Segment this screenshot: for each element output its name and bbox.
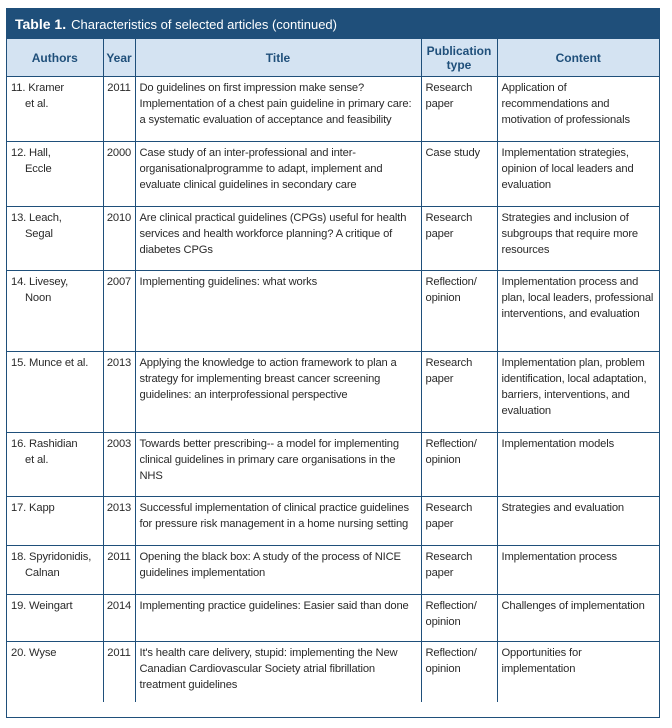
- articles-table: [7, 39, 659, 702]
- author-line-1: 18. Spyridonidis,: [11, 551, 92, 563]
- cell-content: Implementation process and plan, local leaders, professional interventions, and evaluation: [497, 271, 659, 352]
- cell-title: Case study of an inter-professional and inter-organisationalprogramme to adapt, implement and evaluate clinical guidelines in secondary care: [135, 142, 421, 207]
- cell-year: 2014: [103, 595, 135, 642]
- cell-content: Strategies and inclusion of subgroups that require more resources: [497, 207, 659, 271]
- cell-publication-type: Case study: [421, 142, 497, 207]
- cell-title: It's health care delivery, stupid: implementing the New Canadian Cardiovascular Society atrial fibrillation treatment guidelines: [135, 642, 421, 702]
- cell-publication-type: Research paper: [421, 497, 497, 546]
- table-caption-text: Characteristics of selected articles (continued): [71, 16, 337, 32]
- cell-title: Opening the black box: A study of the process of NICE guidelines implementation: [135, 546, 421, 595]
- cell-title: Applying the knowledge to action framework to plan a strategy for implementing breast cancer screening guidelines: an interprofessional perspective: [135, 352, 421, 433]
- header-title: Title: [135, 39, 421, 77]
- cell-authors: [7, 595, 103, 642]
- header-year: Year: [103, 39, 135, 77]
- table-row: [7, 142, 659, 207]
- cell-publication-type: Research paper: [421, 207, 497, 271]
- cell-authors: [7, 207, 103, 271]
- cell-authors: [7, 142, 103, 207]
- cell-content: Challenges of implementation: [497, 595, 659, 642]
- header-authors: Authors: [7, 39, 103, 77]
- author-line-1: 19. Weingart: [11, 600, 73, 612]
- cell-year: 2013: [103, 497, 135, 546]
- author-line-2: Noon: [25, 292, 52, 304]
- cell-title: Towards better prescribing-- a model for implementing clinical guidelines in primary care organisations in the NHS: [135, 433, 421, 497]
- cell-authors: [7, 271, 103, 352]
- table-row: [7, 352, 659, 433]
- cell-authors: [7, 77, 103, 142]
- cell-content: Strategies and evaluation: [497, 497, 659, 546]
- author-line-1: 12. Hall,: [11, 147, 51, 159]
- header-publication-type: Publication type: [421, 39, 497, 77]
- cell-year: 2007: [103, 271, 135, 352]
- table-label: Table 1.: [15, 16, 67, 32]
- author-line-2: et al.: [25, 454, 49, 466]
- author-line-2: Calnan: [25, 567, 60, 579]
- cell-year: 2013: [103, 352, 135, 433]
- author-line-1: 11. Kramer: [11, 82, 65, 94]
- cell-content: Implementation models: [497, 433, 659, 497]
- table-row: [7, 595, 659, 642]
- table-row: [7, 207, 659, 271]
- cell-year: 2011: [103, 642, 135, 702]
- table-row: [7, 497, 659, 546]
- author-line-2: Segal: [25, 228, 53, 240]
- cell-title: Do guidelines on first impression make sense? Implementation of a chest pain guideline in primary care: a systematic evaluation of acceptance and feasibility: [135, 77, 421, 142]
- cell-title: Are clinical practical guidelines (CPGs) useful for health services and health workforce planning? A critique of diabetes CPGs: [135, 207, 421, 271]
- cell-publication-type: Reflection/ opinion: [421, 271, 497, 352]
- cell-publication-type: Reflection/ opinion: [421, 595, 497, 642]
- cell-year: 2010: [103, 207, 135, 271]
- author-line-2: et al.: [25, 98, 49, 110]
- cell-publication-type: Research paper: [421, 352, 497, 433]
- cell-content: Application of recommendations and motivation of professionals: [497, 77, 659, 142]
- table-row: [7, 433, 659, 497]
- author-line-1: 17. Kapp: [11, 502, 55, 514]
- table-caption: [7, 9, 659, 39]
- cell-year: 2011: [103, 546, 135, 595]
- cell-authors: [7, 497, 103, 546]
- author-line-2: Eccle: [25, 163, 52, 175]
- cell-publication-type: Research paper: [421, 546, 497, 595]
- cell-content: Implementation strategies, opinion of local leaders and evaluation: [497, 142, 659, 207]
- cell-authors: [7, 546, 103, 595]
- cell-content: Implementation process: [497, 546, 659, 595]
- cell-publication-type: Reflection/ opinion: [421, 433, 497, 497]
- author-line-1: 16. Rashidian: [11, 438, 78, 450]
- cell-year: 2000: [103, 142, 135, 207]
- cell-publication-type: Reflection/ opinion: [421, 642, 497, 702]
- cell-authors: [7, 352, 103, 433]
- cell-title: Implementing guidelines: what works: [135, 271, 421, 352]
- cell-publication-type: Research paper: [421, 77, 497, 142]
- cell-year: 2003: [103, 433, 135, 497]
- table-row: [7, 271, 659, 352]
- cell-authors: [7, 642, 103, 702]
- table-row: [7, 77, 659, 142]
- cell-content: Implementation plan, problem identification, local adaptation, barriers, interventions, and evaluation: [497, 352, 659, 433]
- author-line-1: 15. Munce et al.: [11, 357, 89, 369]
- table-row: [7, 546, 659, 595]
- table-frame: [6, 8, 660, 718]
- header-row: [7, 39, 659, 77]
- author-line-1: 14. Livesey,: [11, 276, 69, 288]
- cell-title: Implementing practice guidelines: Easier said than done: [135, 595, 421, 642]
- cell-content: Opportunities for implementation: [501, 647, 582, 675]
- table-row: [7, 642, 659, 702]
- cell-title: Successful implementation of clinical practice guidelines for pressure risk management in a home nursing setting: [135, 497, 421, 546]
- author-line-1: 13. Leach,: [11, 212, 62, 224]
- cell-year: 2011: [103, 77, 135, 142]
- author-line-1: 20. Wyse: [11, 647, 57, 659]
- header-content: Content: [497, 39, 659, 77]
- cell-authors: [7, 433, 103, 497]
